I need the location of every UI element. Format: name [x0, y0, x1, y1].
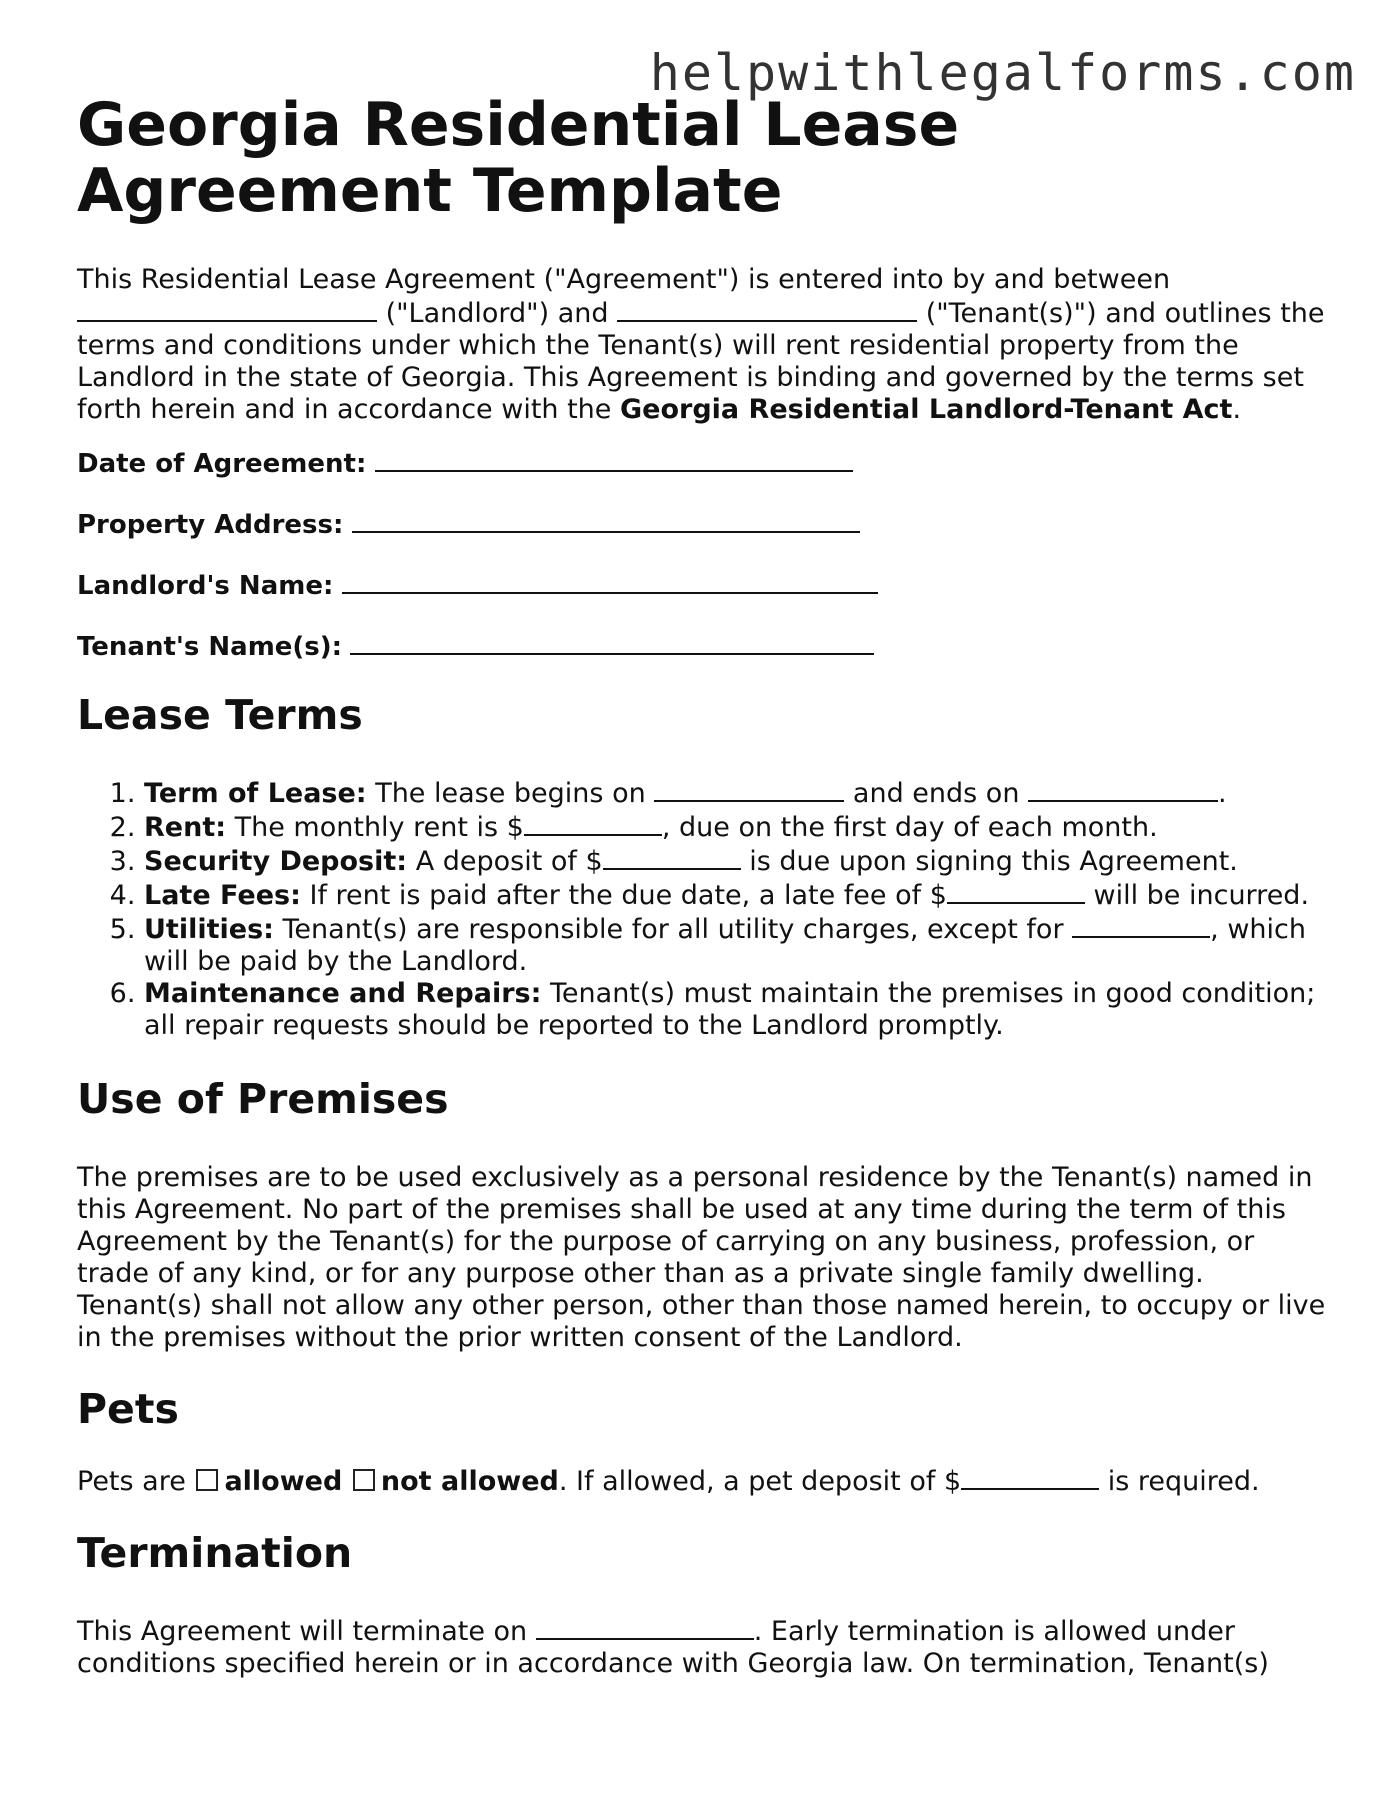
utilities-text-2: , which will be paid by the Landlord.	[144, 914, 1306, 977]
landlord-name-label: Landlord's Name:	[77, 571, 334, 601]
list-item	[144, 810, 1327, 844]
late-fee-label: Late Fees:	[144, 880, 301, 911]
pets-text: Pets are	[77, 1466, 186, 1497]
utilities-blank[interactable]	[1072, 912, 1210, 938]
address-label: Property Address:	[77, 510, 344, 540]
termination-paragraph	[77, 1614, 1327, 1680]
tenant-name-field	[77, 629, 1327, 663]
use-of-premises-section	[77, 1074, 1327, 1354]
intro-tenant-label: ("Tenant(s)") and outlines	[925, 298, 1272, 329]
termination-text: This Agreement will terminate on	[77, 1616, 528, 1647]
pets-heading: Pets	[77, 1385, 179, 1433]
tenant-name-label: Tenant's Name(s):	[77, 632, 343, 662]
deposit-blank[interactable]	[603, 844, 741, 870]
not-allowed-checkbox[interactable]	[353, 1469, 375, 1491]
rent-label: Rent:	[144, 812, 227, 843]
date-field	[77, 446, 1327, 480]
tenant-name-blank[interactable]	[350, 629, 874, 655]
utilities-label: Utilities:	[144, 914, 274, 945]
late-fee-blank[interactable]	[947, 878, 1085, 904]
act-name: Georgia Residential Landlord-Tenant Act	[620, 394, 1233, 425]
pet-deposit-blank[interactable]	[961, 1464, 1099, 1490]
pets-paragraph	[77, 1464, 1327, 1498]
address-blank[interactable]	[352, 507, 860, 533]
tenant-blank[interactable]	[617, 296, 917, 322]
term-end: .	[1218, 778, 1227, 809]
landlord-name-field	[77, 568, 1327, 602]
lease-terms-section	[77, 690, 1327, 1042]
use-of-premises-text: The premises are to be used exclusively as a personal residence by the Tenant(s) named in this Agreement. No part of the premises shall be used at any time during the term of this Agreement by the Tenant(s) for the purpose of carrying on any business, profession, or trade of any kind, or for any purpose other than as a private single family dwelling. Tenant(s) shall not allow any other person, other than those named herein, to occupy or live in the premises without the prior written consent of the Landlord.	[77, 1162, 1326, 1353]
term-text-2: and ends on	[852, 778, 1020, 809]
site-watermark: helpwithlegalforms.com	[649, 44, 1356, 102]
deposit-text: A deposit of $	[415, 846, 603, 877]
use-of-premises-heading: Use of Premises	[77, 1075, 449, 1123]
termination-heading: Termination	[77, 1529, 353, 1577]
end-date-blank[interactable]	[1028, 776, 1218, 802]
landlord-name-blank[interactable]	[342, 568, 878, 594]
list-item	[144, 912, 1327, 978]
pets-text-3: is required.	[1107, 1466, 1260, 1497]
termination-date-blank[interactable]	[536, 1614, 754, 1640]
rent-text-2: , due on the first day of each month.	[661, 812, 1158, 843]
termination-text-2: . Early termination is allowed under conditions specified herein or in accordance with Georgia law. On termination, Tenant(s)	[77, 1616, 1269, 1679]
intro-paragraph	[77, 264, 1327, 426]
pets-text-2: . If allowed, a pet deposit of $	[558, 1466, 962, 1497]
document	[77, 92, 1327, 1680]
landlord-blank[interactable]	[77, 296, 377, 322]
allowed-checkbox[interactable]	[196, 1469, 218, 1491]
pets-section	[77, 1384, 1327, 1498]
deposit-text-2: is due upon signing this Agreement.	[749, 846, 1238, 877]
lease-terms-list	[77, 776, 1327, 1042]
late-fee-text: If rent is paid after the due date, a late fee of $	[309, 880, 947, 911]
list-item	[144, 844, 1327, 878]
utilities-text: Tenant(s) are responsible for all utility charges, except for	[282, 914, 1064, 945]
page-title: Georgia Residential Lease Agreement Template	[77, 90, 960, 226]
list-item	[144, 878, 1327, 912]
maintenance-text: Tenant(s) must maintain the premises in good condition; all repair requests should be reported to the Landlord promptly.	[144, 978, 1316, 1041]
term-label: Term of Lease:	[144, 778, 367, 809]
rent-blank[interactable]	[524, 810, 662, 836]
date-label: Date of Agreement:	[77, 449, 367, 479]
list-item	[144, 776, 1327, 810]
lease-terms-heading: Lease Terms	[77, 691, 363, 739]
date-blank[interactable]	[375, 446, 853, 472]
address-field	[77, 507, 1327, 541]
deposit-label: Security Deposit:	[144, 846, 408, 877]
maintenance-label: Maintenance and Repairs:	[144, 978, 542, 1009]
intro-text: This Residential Lease Agreement ("Agreement") is entered into by and between	[77, 264, 1171, 295]
late-fee-text-2: will be incurred.	[1093, 880, 1310, 911]
list-item	[144, 978, 1327, 1042]
termination-section	[77, 1528, 1327, 1680]
term-text: The lease begins on	[375, 778, 646, 809]
start-date-blank[interactable]	[654, 776, 844, 802]
not-allowed-label: not allowed	[380, 1466, 559, 1497]
intro-text-2: the terms and conditions under which the Tenant(s) will rent residential property from the Landlord in the state of Georgia. This Agreement is binding and governed by the terms set forth herein and in accordance with the	[77, 298, 1325, 425]
intro-landlord-label: ("Landlord") and	[385, 298, 609, 329]
rent-text: The monthly rent is $	[234, 812, 524, 843]
allowed-label: allowed	[224, 1466, 343, 1497]
intro-end: .	[1232, 394, 1242, 425]
